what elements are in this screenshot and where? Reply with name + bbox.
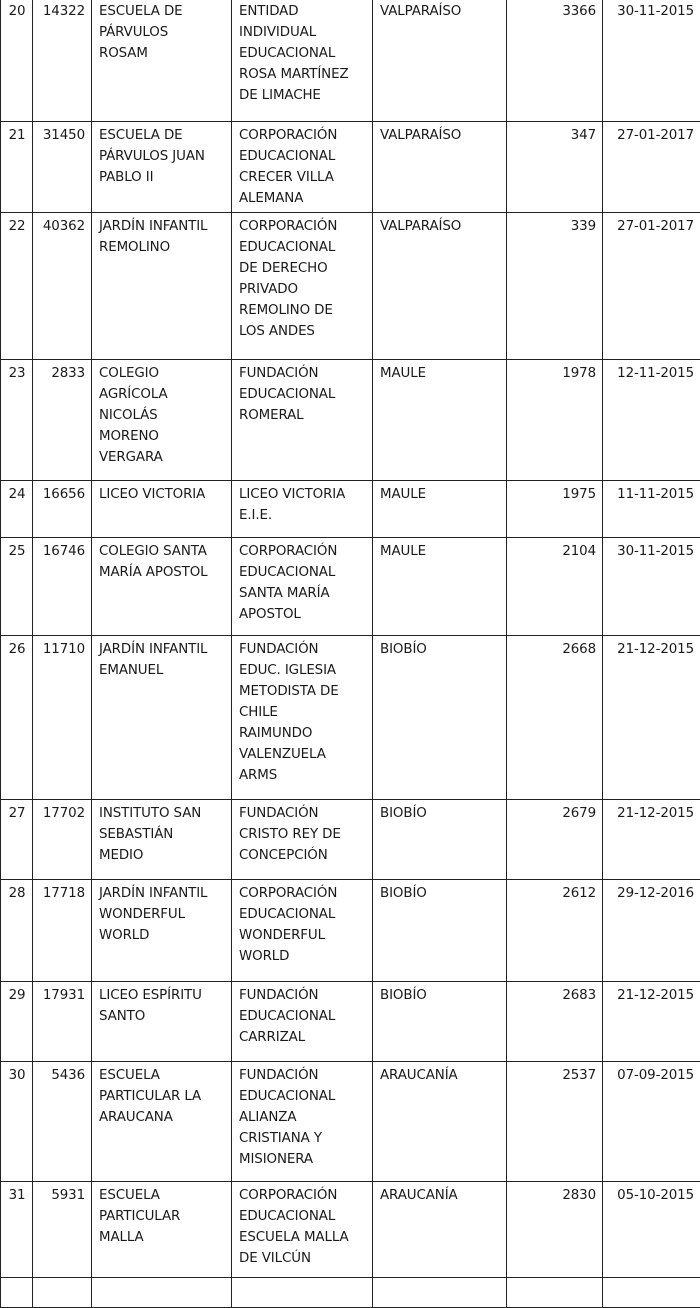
sostenedor-name: FUNDACIÓN CRISTO REY DE CONCEPCIÓN	[232, 800, 373, 880]
resolution-number: 2537	[507, 1062, 603, 1182]
establishment-name: ESCUELA PARTICULAR LA ARAUCANA	[92, 1062, 232, 1182]
table-row	[1, 0, 700, 122]
establishment-code: 40362	[33, 213, 92, 360]
row-number: 29	[1, 982, 33, 1062]
row-number: 21	[1, 122, 33, 213]
table-row	[1, 1278, 700, 1308]
resolution-date: 07-09-2015	[603, 1062, 700, 1182]
resolution-number: 2830	[507, 1182, 603, 1278]
establishment-code: 14322	[33, 0, 92, 122]
region	[373, 1278, 507, 1308]
row-number: 28	[1, 880, 33, 982]
resolution-number: 339	[507, 213, 603, 360]
resolution-date: 21-12-2015	[603, 982, 700, 1062]
resolution-date: 29-12-2016	[603, 880, 700, 982]
table-row	[1, 481, 700, 538]
row-number: 30	[1, 1062, 33, 1182]
region: VALPARAÍSO	[373, 0, 507, 122]
resolution-number	[507, 1278, 603, 1308]
table-row	[1, 800, 700, 880]
sostenedor-name: CORPORACIÓN EDUCACIONAL WONDERFUL WORLD	[232, 880, 373, 982]
table-row	[1, 213, 700, 360]
resolution-number: 3366	[507, 0, 603, 122]
row-number: 31	[1, 1182, 33, 1278]
sostenedor-name: CORPORACIÓN EDUCACIONAL ESCUELA MALLA DE VILCÚN	[232, 1182, 373, 1278]
establishment-name: JARDÍN INFANTIL REMOLINO	[92, 213, 232, 360]
row-number	[1, 1278, 33, 1308]
region: BIOBÍO	[373, 800, 507, 880]
establishment-code: 2833	[33, 360, 92, 481]
table-row	[1, 360, 700, 481]
row-number: 26	[1, 636, 33, 800]
establishment-code: 17702	[33, 800, 92, 880]
sostenedor-name: ENTIDAD INDIVIDUAL EDUCACIONAL ROSA MARTÍNEZ DE LIMACHE	[232, 0, 373, 122]
row-number: 24	[1, 481, 33, 538]
row-number: 20	[1, 0, 33, 122]
table-row	[1, 1182, 700, 1278]
sostenedor-name: CORPORACIÓN EDUCACIONAL SANTA MARÍA APOSTOL	[232, 538, 373, 636]
row-number: 23	[1, 360, 33, 481]
establishment-code	[33, 1278, 92, 1308]
region: ARAUCANÍA	[373, 1182, 507, 1278]
resolution-date: 27-01-2017	[603, 122, 700, 213]
resolution-number: 2679	[507, 800, 603, 880]
resolution-date: 11-11-2015	[603, 481, 700, 538]
sostenedor-name: FUNDACIÓN EDUCACIONAL ALIANZA CRISTIANA Y MISIONERA	[232, 1062, 373, 1182]
sostenedor-name: CORPORACIÓN EDUCACIONAL CRECER VILLA ALEMANA	[232, 122, 373, 213]
sostenedor-name: FUNDACIÓN EDUCACIONAL ROMERAL	[232, 360, 373, 481]
sostenedor-name: FUNDACIÓN EDUC. IGLESIA METODISTA DE CHILE RAIMUNDO VALENZUELA ARMS	[232, 636, 373, 800]
establishment-name: ESCUELA DE PÁRVULOS ROSAM	[92, 0, 232, 122]
region: MAULE	[373, 481, 507, 538]
establishment-code: 17718	[33, 880, 92, 982]
establishment-name: ESCUELA DE PÁRVULOS JUAN PABLO II	[92, 122, 232, 213]
establishment-code: 16656	[33, 481, 92, 538]
row-number: 27	[1, 800, 33, 880]
resolution-date: 12-11-2015	[603, 360, 700, 481]
resolution-number: 2683	[507, 982, 603, 1062]
establishment-name: ESCUELA PARTICULAR MALLA	[92, 1182, 232, 1278]
establishment-code: 5436	[33, 1062, 92, 1182]
establishment-name: INSTITUTO SAN SEBASTIÁN MEDIO	[92, 800, 232, 880]
establishment-name: COLEGIO AGRÍCOLA NICOLÁS MORENO VERGARA	[92, 360, 232, 481]
row-number: 25	[1, 538, 33, 636]
resolution-number: 1978	[507, 360, 603, 481]
establishment-code: 16746	[33, 538, 92, 636]
region: BIOBÍO	[373, 636, 507, 800]
establishment-name: JARDÍN INFANTIL EMANUEL	[92, 636, 232, 800]
sostenedor-name: LICEO VICTORIA E.I.E.	[232, 481, 373, 538]
establishment-code: 31450	[33, 122, 92, 213]
region: BIOBÍO	[373, 982, 507, 1062]
row-number: 22	[1, 213, 33, 360]
table-row	[1, 122, 700, 213]
resolution-date: 21-12-2015	[603, 800, 700, 880]
sostenedor-name: CORPORACIÓN EDUCACIONAL DE DERECHO PRIVADO REMOLINO DE LOS ANDES	[232, 213, 373, 360]
establishment-name: JARDÍN INFANTIL WONDERFUL WORLD	[92, 880, 232, 982]
resolution-date: 30-11-2015	[603, 538, 700, 636]
region: ARAUCANÍA	[373, 1062, 507, 1182]
establishment-name: LICEO VICTORIA	[92, 481, 232, 538]
establishment-code: 11710	[33, 636, 92, 800]
resolution-number: 1975	[507, 481, 603, 538]
resolution-number: 2104	[507, 538, 603, 636]
sostenedor-name: FUNDACIÓN EDUCACIONAL CARRIZAL	[232, 982, 373, 1062]
region: VALPARAÍSO	[373, 122, 507, 213]
resolution-date: 21-12-2015	[603, 636, 700, 800]
establishment-name: COLEGIO SANTA MARÍA APOSTOL	[92, 538, 232, 636]
resolution-date: 05-10-2015	[603, 1182, 700, 1278]
table-row	[1, 982, 700, 1062]
table-row	[1, 538, 700, 636]
resolution-date: 30-11-2015	[603, 0, 700, 122]
table-row	[1, 880, 700, 982]
establishment-name	[92, 1278, 232, 1308]
establishment-name: LICEO ESPÍRITU SANTO	[92, 982, 232, 1062]
region: BIOBÍO	[373, 880, 507, 982]
sostenedor-name	[232, 1278, 373, 1308]
table-row	[1, 636, 700, 800]
resolution-date	[603, 1278, 700, 1308]
table-row	[1, 1062, 700, 1182]
resolution-number: 2668	[507, 636, 603, 800]
establishment-code: 5931	[33, 1182, 92, 1278]
region: VALPARAÍSO	[373, 213, 507, 360]
region: MAULE	[373, 360, 507, 481]
region: MAULE	[373, 538, 507, 636]
resolution-number: 2612	[507, 880, 603, 982]
establishment-code: 17931	[33, 982, 92, 1062]
resolution-number: 347	[507, 122, 603, 213]
resolution-date: 27-01-2017	[603, 213, 700, 360]
